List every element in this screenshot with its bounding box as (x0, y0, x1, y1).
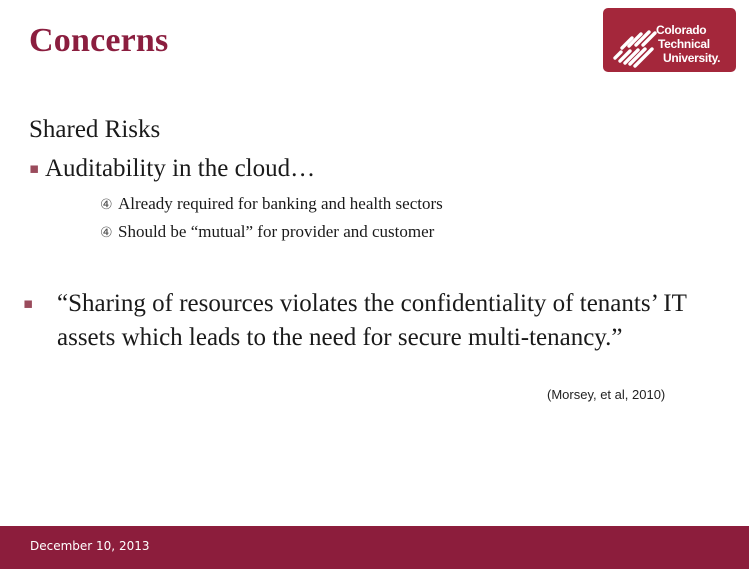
section-heading: Shared Risks (29, 116, 161, 143)
quote-block (23, 286, 730, 355)
sub-bullet-text: Already required for banking and health sectors (118, 194, 443, 213)
logo-text-line1: Colorado (656, 23, 707, 37)
square-bullet-icon: ▪ (23, 294, 34, 312)
slide-title: Concerns (29, 22, 169, 59)
bullet-text: Auditability in the cloud… (45, 155, 316, 182)
university-logo (603, 8, 736, 72)
circled-arrow-icon: ④ (100, 197, 113, 213)
square-bullet-icon: ▪ (29, 159, 40, 177)
bullet-item (29, 155, 315, 183)
quote-text: “Sharing of resources violates the confidentiality of tenants’ IT assets which leads to the need for secure multi-tenancy.” (57, 290, 687, 351)
citation: (Morsey, et al, 2010) (547, 387, 666, 402)
logo-text-line2: Technical (658, 37, 710, 51)
sub-bullet-item (100, 222, 434, 242)
sub-bullet-item (100, 194, 443, 214)
logo-text-line3: University. (663, 51, 721, 65)
footer-date: December 10, 2013 (30, 539, 150, 553)
circled-arrow-icon: ④ (100, 225, 113, 241)
sub-bullet-text: Should be “mutual” for provider and customer (118, 222, 435, 241)
footer-bar (0, 526, 749, 569)
